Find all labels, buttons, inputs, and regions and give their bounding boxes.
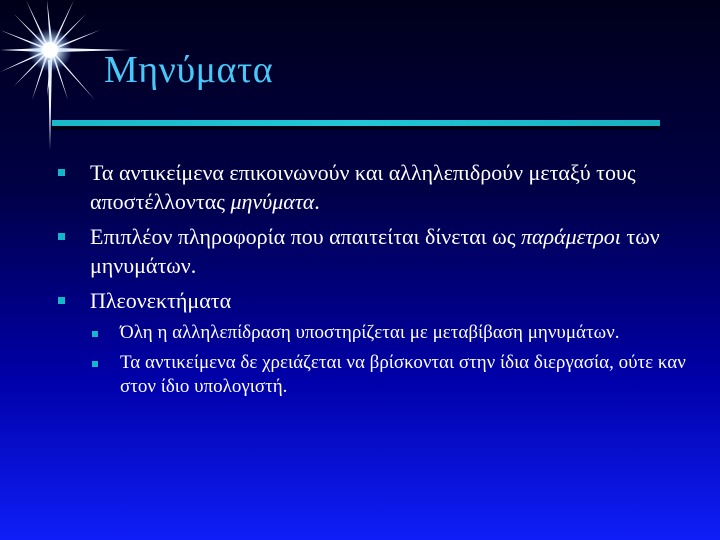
square-bullet-icon <box>58 233 65 240</box>
slide-title: Μηνύματα <box>104 49 274 91</box>
bullet-text-italic: μηνύματα <box>230 189 315 214</box>
square-bullet-icon <box>58 297 65 304</box>
square-bullet-icon <box>58 169 65 176</box>
bullet-text: Τα αντικείμενα επικοινωνούν και αλληλεπιδρούν μεταξύ τους αποστέλλοντας <box>90 160 636 214</box>
square-bullet-icon <box>92 331 98 337</box>
bullet-text: . <box>314 189 320 214</box>
sub-bullet-list <box>56 321 696 399</box>
bullet-text: Πλεονεκτήματα <box>90 288 232 313</box>
title-separator-shadow <box>52 126 660 130</box>
sub-bullet-text: Όλη η αλληλεπίδραση υποστηρίζεται με μεταβίβαση μηνυμάτων. <box>120 322 620 343</box>
sub-bullet-text: Τα αντικείμενα δε χρειάζεται να βρίσκονται στην ίδια διεργασία, ούτε καν στον ίδιο υπολογιστή. <box>120 352 686 397</box>
square-bullet-icon <box>92 361 98 367</box>
bullet-item <box>56 158 696 216</box>
bullet-list <box>56 158 696 405</box>
bullet-item <box>56 222 696 280</box>
bullet-text: των μηνυμάτων. <box>90 224 660 278</box>
bullet-text: Επιπλέον πληροφορία που απαιτείται δίνεται ως <box>90 224 521 249</box>
bullet-item <box>56 286 696 315</box>
sub-bullet-item <box>56 351 696 399</box>
sub-bullet-item <box>56 321 696 345</box>
bullet-text-italic: παράμετροι <box>520 224 621 249</box>
